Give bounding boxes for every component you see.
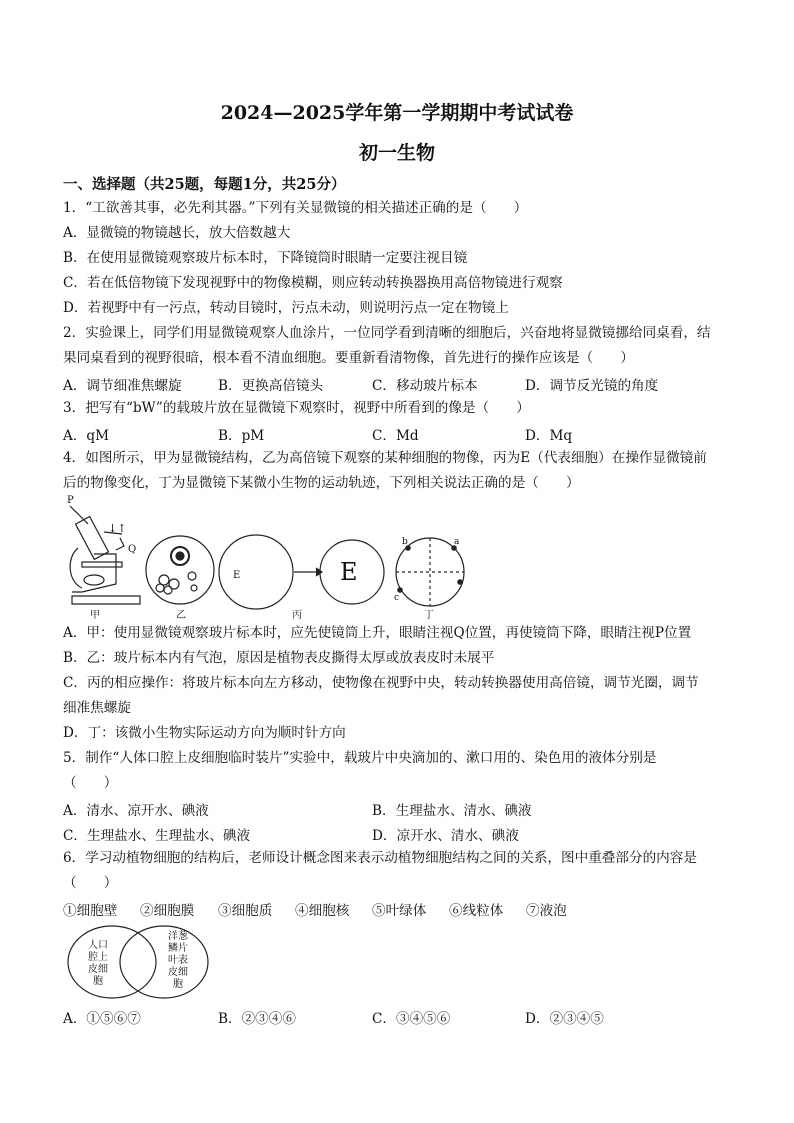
venn-left-text-3: 皮细	[88, 964, 108, 975]
q5-stem-line1: 5．制作“人体口腔上皮细胞临时装片”实验中，载玻片中央滴加的、漱口用的、染色用的液体分别是	[63, 750, 657, 766]
label-yi: 乙	[176, 610, 186, 620]
q3-stem: 3．把写有“bW”的载玻片放在显微镜下观察时，视野中所看到的像是（ ）	[63, 400, 530, 416]
venn-right-text-1: 洋葱	[168, 931, 188, 942]
point-a: a	[454, 537, 460, 547]
label-q: Q	[128, 544, 137, 555]
q4-option-b: B．乙：玻片标本内有气泡，原因是植物表皮撕得太厚或放表皮时未展平	[63, 650, 495, 666]
q4-stem-line2: 后的物像变化，丁为显微镜下某微小生物的运动轨迹，下列相关说法正确的是（ ）	[63, 475, 580, 491]
page-title: 2024—2025学年第一学期期中考试试卷	[220, 102, 574, 124]
q6-stem-line1: 6．学习动植物细胞的结构后，老师设计概念图来表示动植物细胞结构之间的关系，图中重叠部分的内容是	[63, 850, 697, 866]
venn-right-text-4: 皮细	[168, 967, 188, 978]
q6-item-4: ④细胞核	[295, 903, 350, 919]
venn-left-text-2: 腔上	[88, 952, 108, 963]
big-e: E	[340, 558, 358, 586]
label-bing: 丙	[292, 610, 302, 620]
q4-figure	[64, 492, 484, 620]
label-jia: 甲	[90, 610, 100, 620]
q5-option-a: A．清水、凉开水、碘液	[63, 803, 209, 819]
q3-option-a: A．qM	[63, 428, 110, 444]
point-b: b	[402, 537, 408, 547]
venn-right-text-2: 鳞片	[168, 943, 188, 954]
label-p: P	[67, 495, 74, 506]
q1-stem: 1．“工欲善其事，必先利其器。”下列有关显微镜的相关描述正确的是（ ）	[63, 200, 528, 216]
q1-option-c: C．若在低倍物镜下发现视野中的物像模糊，则应转动转换器换用高倍物镜进行观察	[63, 275, 563, 291]
q6-option-a: A．①⑤⑥⑦	[63, 1011, 141, 1027]
q5-stem-line2: （ ）	[63, 775, 118, 791]
q2-option-d: D．调节反光镜的角度	[525, 378, 659, 394]
q6-item-6: ⑥线粒体	[449, 903, 504, 919]
q6-venn-diagram	[64, 922, 214, 1002]
q1-option-b: B．在使用显微镜观察玻片标本时，下降镜筒时眼睛一定要注视目镜	[63, 250, 468, 266]
label-ding: 丁	[424, 610, 434, 620]
microscope-diagram	[70, 506, 140, 604]
q6-option-d: D．②③④⑤	[525, 1011, 604, 1027]
q2-stem-line2: 果同桌看到的视野很暗，根本看不清血细胞。要重新看清物像，首先进行的操作应该是（ ）	[63, 350, 634, 366]
q5-option-b: B．生理盐水、清水、碘液	[372, 803, 532, 819]
q6-stem-line2: （ ）	[63, 875, 118, 891]
q3-option-d: D．Mq	[525, 428, 573, 444]
motion-path-diagram	[396, 538, 464, 606]
page-subtitle: 初一生物	[358, 142, 435, 164]
q6-option-b: B．②③④⑥	[218, 1011, 296, 1027]
venn-left-text-4: 胞	[93, 976, 103, 987]
q2-option-a: A．调节细准焦螺旋	[63, 378, 182, 394]
cell-view-diagram	[146, 536, 214, 604]
q6-option-c: C．③④⑤⑥	[372, 1011, 451, 1027]
q6-item-7: ⑦液泡	[526, 903, 567, 919]
venn-left-ellipse	[68, 926, 156, 998]
small-e: E	[233, 570, 241, 581]
q2-option-c: C．移动玻片标本	[372, 378, 478, 394]
focus-arrows: ↓↑	[108, 522, 127, 535]
q1-option-d: D．若视野中有一污点，转动目镜时，污点未动，则说明污点一定在物镜上	[63, 300, 509, 316]
venn-left-text-1: 人口	[88, 940, 108, 951]
q6-item-1: ①细胞壁	[63, 903, 118, 919]
q3-option-b: B．pM	[218, 428, 265, 444]
q5-option-d: D．凉开水、清水、碘液	[372, 828, 519, 844]
q3-option-c: C．Md	[372, 428, 419, 444]
q4-option-d: D．丁：该微小生物实际运动方向为顺时针方向	[63, 725, 346, 741]
venn-right-text-3: 叶表	[168, 955, 188, 966]
view-change-diagram	[219, 535, 384, 609]
q4-option-a: A．甲：使用显微镜观察玻片标本时，应先使镜筒上升，眼睛注视Q位置，再使镜筒下降，眼睛注视P位置	[63, 625, 692, 641]
q4-option-c-line1: C．丙的相应操作：将玻片标本向左方移动，使物像在视野中央，转动转换器使用高倍镜，调节光圈，调节	[63, 675, 699, 691]
q6-item-5: ⑤叶绿体	[372, 903, 427, 919]
q6-item-3: ③细胞质	[218, 903, 273, 919]
q4-option-c-line2: 细准焦螺旋	[63, 700, 131, 716]
venn-right-ellipse	[120, 926, 208, 998]
venn-right-text-5: 胞	[173, 979, 183, 990]
q5-option-c: C．生理盐水、生理盐水、碘液	[63, 828, 251, 844]
section-heading: 一、选择题（共25题，每题1分，共25分）	[63, 176, 346, 193]
q4-stem-line1: 4．如图所示，甲为显微镜结构，乙为高倍镜下观察的某种细胞的物像，丙为E（代表细胞）在操作显微镜前	[63, 450, 707, 466]
point-c: c	[394, 593, 400, 603]
q1-option-a: A．显微镜的物镜越长，放大倍数越大	[63, 225, 291, 241]
q2-stem-line1: 2．实验课上，同学们用显微镜观察人血涂片，一位同学看到清晰的细胞后，兴奋地将显微镜挪给同桌看，结	[63, 325, 711, 341]
q2-option-b: B．更换高倍镜头	[218, 378, 324, 394]
q6-item-2: ②细胞膜	[140, 903, 195, 919]
